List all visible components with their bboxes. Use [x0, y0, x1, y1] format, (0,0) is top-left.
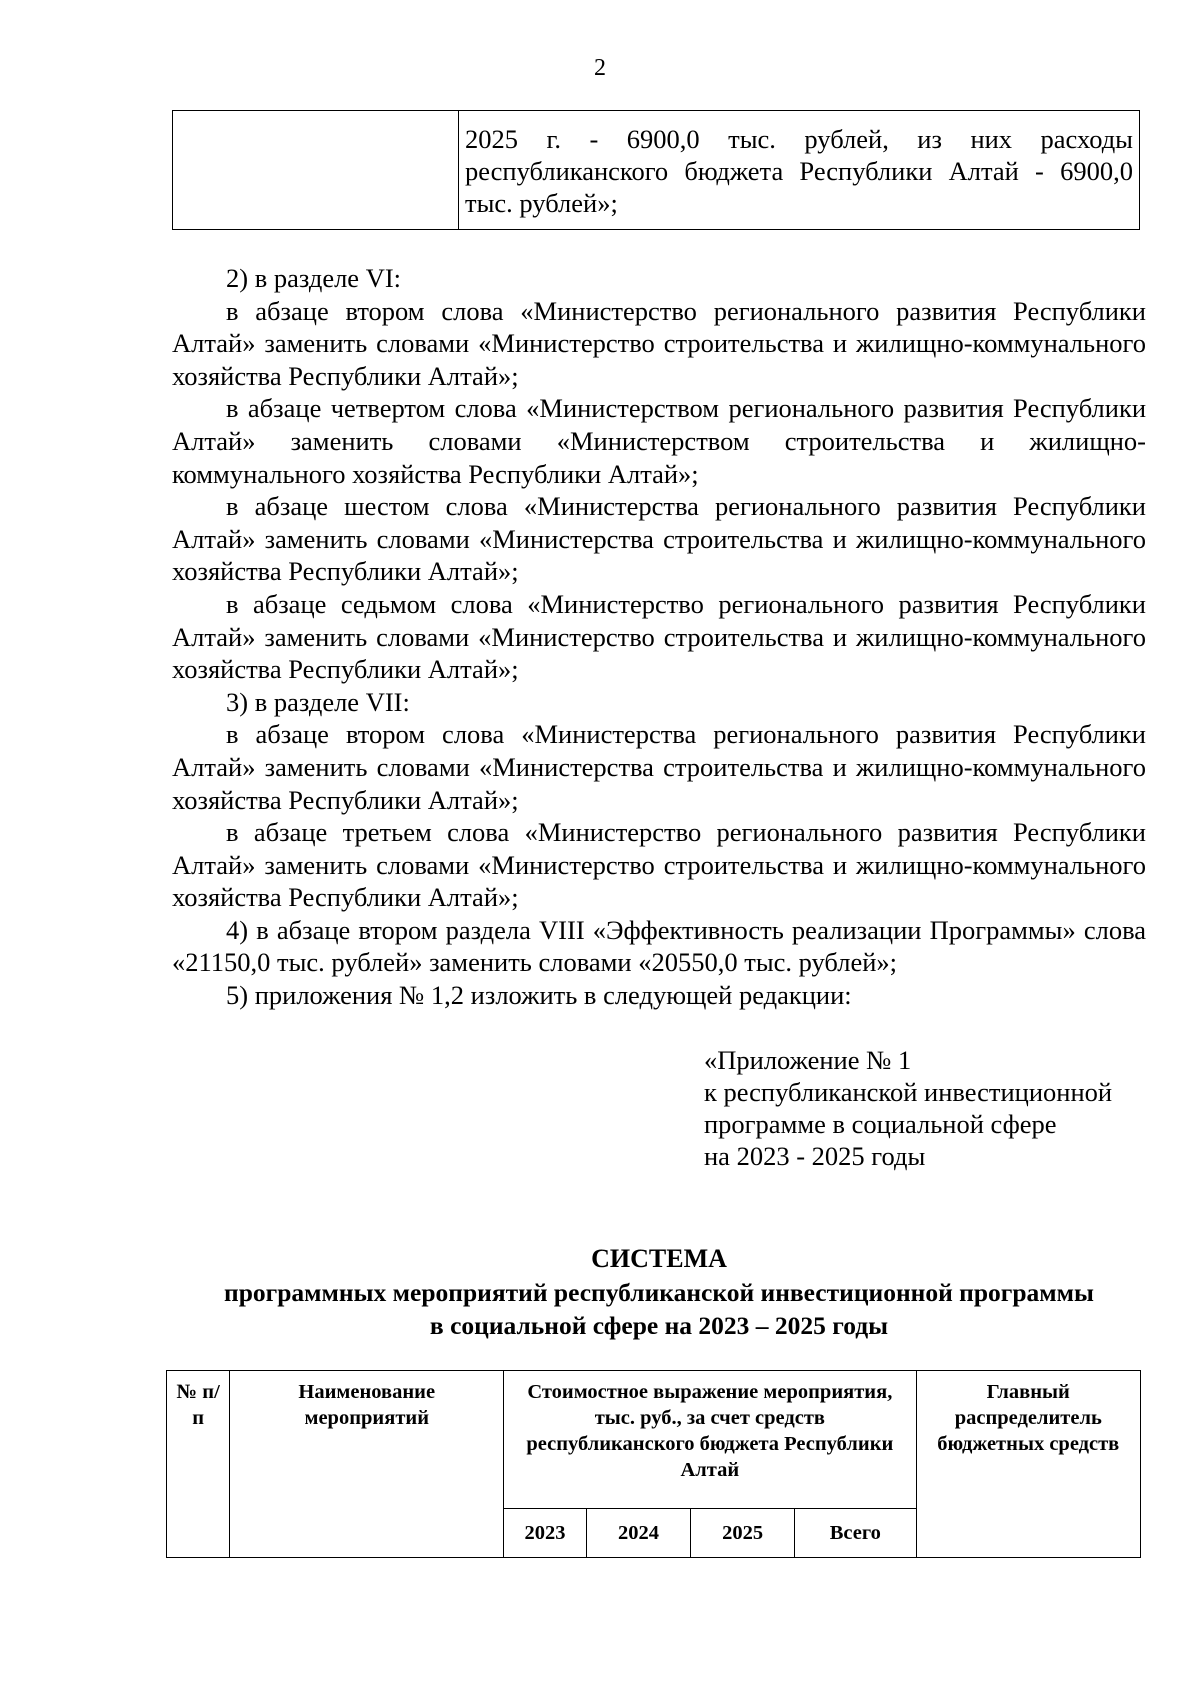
- paragraph: 5) приложения № 1,2 изложить в следующей редакции:: [226, 980, 852, 1011]
- table-row: [173, 111, 1140, 230]
- col-header-2023: 2023: [504, 1509, 587, 1558]
- paragraph: в абзаце втором слова «Министерство регионального развития Республики Алтай» заменить словами «Министерство строительства и жилищно-коммунального хозяйства Республики Алтай»;: [172, 295, 1146, 391]
- paragraph: в абзаце седьмом слова «Министерство регионального развития Республики Алтай» заменить словами «Министерство строительства и жилищно-коммунального хозяйства Республики Алтай»;: [172, 588, 1146, 685]
- appendix-note: [704, 1044, 1164, 1172]
- section-heading: [172, 1242, 1146, 1342]
- col-header-number: № п/п: [167, 1371, 230, 1558]
- col-header-cost: Стоимостное выражение мероприятия, тыс. руб., за счет средств республиканского бюджета Республики Алтай: [504, 1371, 916, 1509]
- paragraph: в абзаце шестом слова «Министерства регионального развития Республики Алтай» заменить словами «Министерства строительства и жилищно-коммунального хозяйства Республики Алтай»;: [172, 491, 1146, 587]
- appendix-line: на 2023 - 2025 годы: [704, 1141, 926, 1171]
- heading-subtitle: в социальной сфере на 2023 – 2025 годы: [429, 1311, 889, 1340]
- col-header-total: Всего: [795, 1509, 916, 1558]
- page-number: 2: [594, 55, 606, 81]
- table-cell-funding: 2025 г. - 6900,0 тыс. рублей, из них расходы республиканского бюджета Республики Алтай - 6900,0 тыс. рублей»;: [459, 111, 1140, 230]
- paragraph: в абзаце четвертом слова «Министерством регионального развития Республики Алтай» заменить словами «Министерством строительства и жилищно-коммунального хозяйства Республики Алтай»;: [172, 393, 1146, 489]
- table-cell-empty: [173, 111, 459, 230]
- col-header-distributor: Главный распределитель бюджетных средств: [916, 1371, 1140, 1558]
- appendix-line: программе в социальной сфере: [704, 1109, 1057, 1139]
- heading-title: СИСТЕМА: [591, 1244, 727, 1273]
- col-header-name: Наименование мероприятий: [230, 1371, 504, 1558]
- heading-subtitle: программных мероприятий республиканской инвестиционной программы: [224, 1278, 1094, 1307]
- amendments-body: [172, 262, 1146, 1012]
- continuation-table: [172, 110, 1140, 230]
- paragraph: 3) в разделе VII:: [226, 686, 410, 717]
- appendix-line: «Приложение № 1: [704, 1045, 912, 1075]
- paragraph: в абзаце третьем слова «Министерство регионального развития Республики Алтай» заменить словами «Министерство строительства и жилищно-коммунального хозяйства Республики Алтай»;: [172, 817, 1146, 913]
- col-header-2025: 2025: [691, 1509, 795, 1558]
- paragraph: 2) в разделе VI:: [226, 263, 402, 293]
- table-header-row: [167, 1371, 1141, 1509]
- paragraph: в абзаце втором слова «Министерства регионального развития Республики Алтай» заменить словами «Министерства строительства и жилищно-коммунального хозяйства Республики Алтай»;: [172, 719, 1146, 815]
- appendix-line: к республиканской инвестиционной: [704, 1077, 1113, 1107]
- col-header-2024: 2024: [586, 1509, 690, 1558]
- paragraph: 4) в абзаце втором раздела VIII «Эффективность реализации Программы» слова «21150,0 тыс. рублей» заменить словами «20550,0 тыс. рублей»;: [172, 914, 1146, 978]
- program-measures-table: [166, 1370, 1141, 1558]
